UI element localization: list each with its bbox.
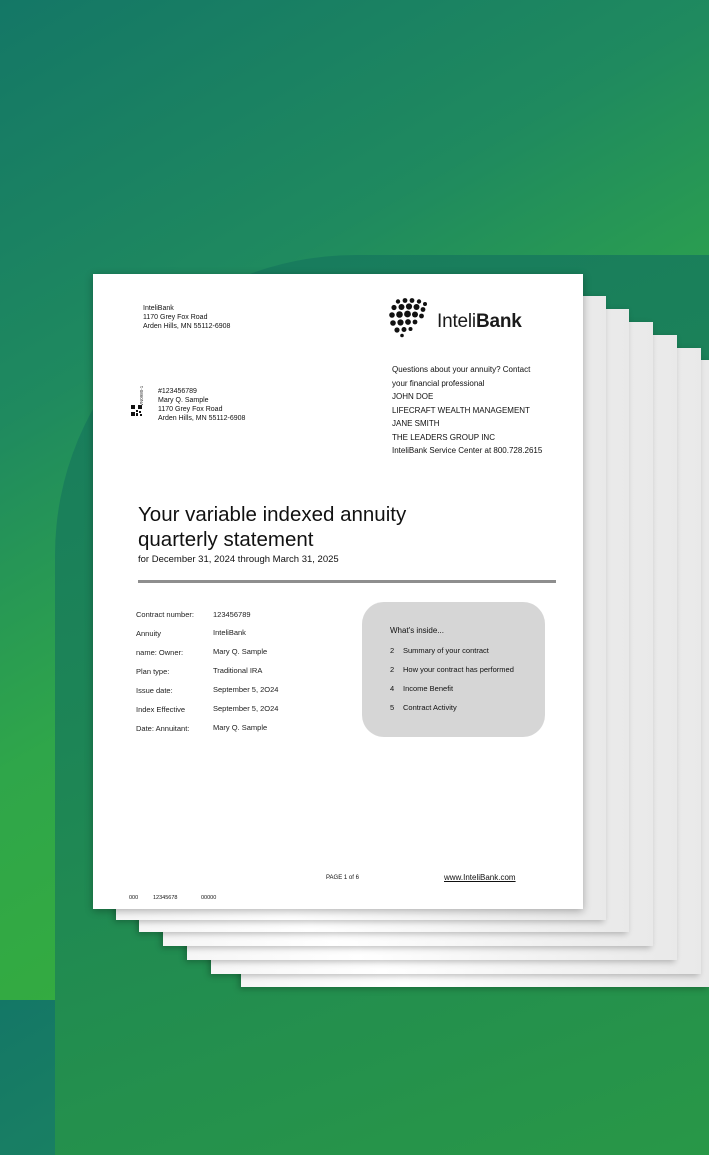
bottom-code: 12345678 xyxy=(153,895,178,901)
value-contract-number: 123456789 xyxy=(213,610,251,619)
value-index-effective-date: September 5, 2O24 xyxy=(213,704,279,713)
vertical-code: VN0980-1 xyxy=(139,385,144,406)
recipient-name: Mary Q. Sample xyxy=(158,397,209,404)
recipient-address xyxy=(158,387,245,423)
title-line-2: quarterly statement xyxy=(138,528,314,551)
dot-cluster-icon xyxy=(389,298,433,338)
label-name-owner: name: Owner: xyxy=(136,648,184,657)
toc-page-number: 5 xyxy=(390,703,395,712)
sender-street: 1170 Grey Fox Road xyxy=(143,314,208,321)
page-number: PAGE 1 of 6 xyxy=(326,875,359,881)
toc-label: Summary of your contract xyxy=(403,646,489,655)
title-line-1: Your variable indexed annuity xyxy=(138,503,407,526)
toc-label: Income Benefit xyxy=(403,684,454,693)
value-plan-type: Traditional IRA xyxy=(213,666,263,675)
toc-page-number: 2 xyxy=(390,646,395,655)
label-date-annuitant: Date: Annuitant: xyxy=(136,724,190,733)
value-owner: Mary Q. Sample xyxy=(213,647,268,656)
recipient-city: Arden Hills, MN 55112-6908 xyxy=(158,415,246,422)
toc-label: How your contract has performed xyxy=(403,665,514,674)
statement-page xyxy=(93,274,583,909)
whats-inside-panel xyxy=(362,602,545,737)
sender-city: Arden Hills, MN 55112-6908 xyxy=(143,323,231,330)
label-index-effective: Index Effective xyxy=(136,705,186,714)
value-annuity-name: InteliBank xyxy=(213,628,246,637)
toc-page-number: 2 xyxy=(390,665,395,674)
value-issue-date: September 5, 2O24 xyxy=(213,685,279,694)
toc-label: Contract Activity xyxy=(403,703,457,712)
statement-title xyxy=(138,502,406,552)
label-annuity: Annuity xyxy=(136,629,162,638)
toc-page-number: 4 xyxy=(390,684,395,693)
logo-text-bold: Bank xyxy=(475,311,522,332)
contact-professional-2: JANE SMITH xyxy=(392,419,440,428)
sender-address xyxy=(143,304,230,331)
contact-line: your financial professional xyxy=(392,378,485,388)
contact-firm-1: LIFECRAFT WEALTH MANAGEMENT xyxy=(392,405,530,415)
service-center-phone: InteliBank Service Center at 800.728.2615 xyxy=(392,446,543,455)
contact-professional-1: JOHN DOE xyxy=(392,392,434,401)
contact-block xyxy=(392,363,542,458)
divider xyxy=(138,580,556,583)
recipient-street: 1170 Grey Fox Road xyxy=(158,406,223,413)
label-plan-type: Plan type: xyxy=(136,667,170,676)
bottom-code: 000 xyxy=(129,895,139,901)
logo-text-light: Inteli xyxy=(437,311,476,332)
sender-name: InteliBank xyxy=(143,305,174,312)
statement-period: for December 31, 2024 through March 31, 2025 xyxy=(138,554,339,565)
label-contract-number: Contract number: xyxy=(136,610,194,619)
recipient-account: #123456789 xyxy=(158,388,197,395)
contact-firm-2: THE LEADERS GROUP INC xyxy=(392,432,495,442)
value-annuitant: Mary Q. Sample xyxy=(213,723,268,732)
label-issue-date: Issue date: xyxy=(136,686,173,695)
bottom-code: 00000 xyxy=(201,895,217,901)
whats-inside-heading: What's inside... xyxy=(390,626,444,635)
contact-line: Questions about your annuity? Contact xyxy=(392,365,531,374)
logo-wordmark xyxy=(437,311,522,333)
website-link[interactable]: www.InteliBank.com xyxy=(444,873,516,882)
